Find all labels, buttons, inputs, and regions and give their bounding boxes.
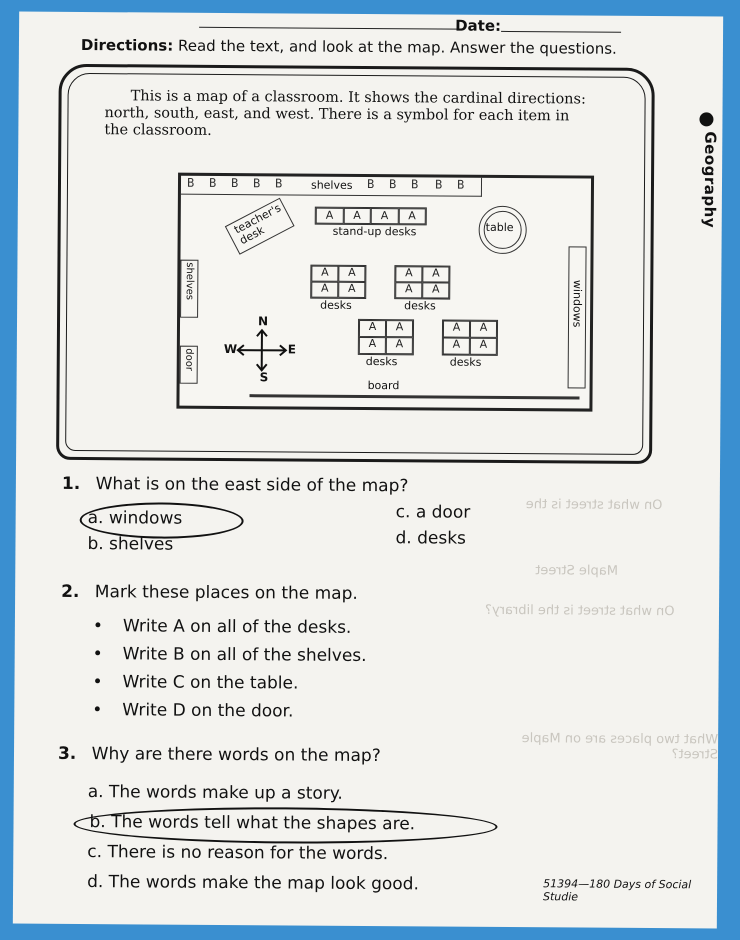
compass-west: W bbox=[223, 341, 238, 357]
compass-arrows-icon bbox=[236, 328, 288, 372]
desk: A bbox=[395, 266, 422, 282]
intro-line-3: the classroom. bbox=[104, 122, 212, 139]
shelf-mark: B bbox=[208, 175, 217, 190]
question-1 bbox=[62, 474, 409, 496]
worksheet-page: Date: Directions: Read the text, and look at the map. Answer the questions. This is a map of a classroom. It shows the cardinal directions: north, south, east, and west. There is a symbol for each item in the classroom. B B B B B shelves B B B B B teacher's desk A A A A stand-up desks table A A A A desks A A A A desks A A A A desks A A A A desks windows shelves door N W E S board Geography On what street is the Maple Street On what street is the library? What two places are on Maple Street? 1. What is on the east side of the map? a. windows b. shelves c. a door d. desks 2. Mark these places on the map. • Write A on all of the desks. • Write B on all of the shelves. • Write C on the table. • Write D on the door. 3. Why are there words on the map? a. The words make up a story. b. The words tell what the shapes are. c. There is no reason for the words. d. The words make the map look good. 51394—180 Days of Social Studie bbox=[13, 12, 723, 929]
q3-option-a[interactable]: a. The words make up a story. bbox=[87, 782, 343, 804]
standup-desk: A bbox=[371, 208, 399, 224]
windows-label: windows bbox=[570, 279, 584, 328]
desk-group bbox=[394, 265, 450, 299]
compass-east: E bbox=[287, 342, 297, 357]
question-text: Why are there words on the map? bbox=[91, 744, 381, 767]
question-3 bbox=[58, 744, 381, 766]
question-number: 3. bbox=[57, 743, 77, 764]
windows bbox=[568, 246, 587, 388]
desk: A bbox=[386, 320, 413, 337]
shelf-mark: B bbox=[274, 176, 283, 191]
shelves-label: shelves bbox=[310, 178, 353, 192]
desk: A bbox=[470, 321, 497, 338]
q3-option-d[interactable]: d. The words make the map look good. bbox=[87, 872, 419, 895]
desk: A bbox=[395, 282, 422, 298]
page-footer: 51394—180 Days of Social Studie bbox=[542, 877, 692, 904]
classroom-map bbox=[176, 173, 594, 412]
teachers-desk bbox=[225, 198, 295, 255]
q3-option-b[interactable]: b. The words tell what the shapes are. bbox=[89, 812, 416, 835]
standup-desks-label: stand-up desks bbox=[332, 224, 417, 239]
desk: A bbox=[338, 266, 365, 282]
teachers-desk-label: teacher's desk bbox=[231, 201, 284, 248]
directions bbox=[81, 36, 701, 58]
q1-option-a[interactable]: a. windows bbox=[87, 508, 183, 529]
intro-line-2: north, south, east, and west. There is a symbol for each item in bbox=[104, 105, 570, 125]
standup-desks bbox=[315, 207, 427, 226]
q1-option-b[interactable]: b. shelves bbox=[87, 534, 174, 555]
q2-item-4: • Write D on the door. bbox=[122, 700, 293, 721]
desk: A bbox=[422, 266, 449, 282]
shelf-mark: B bbox=[410, 177, 419, 192]
desk: A bbox=[359, 337, 386, 354]
board bbox=[250, 394, 580, 399]
standup-desk: A bbox=[398, 208, 426, 224]
desks-label: desks bbox=[449, 355, 482, 369]
desk-group bbox=[310, 265, 366, 299]
q2-item-1: • Write A on all of the desks. bbox=[123, 616, 352, 638]
board-label: board bbox=[367, 378, 400, 393]
desk-group bbox=[358, 319, 414, 355]
q2-item-2: • Write B on all of the shelves. bbox=[123, 644, 367, 666]
desk: A bbox=[422, 282, 449, 298]
side-tab-label: Geography bbox=[700, 131, 720, 229]
name-line bbox=[199, 27, 459, 30]
compass-south: S bbox=[259, 370, 269, 385]
q3-option-c[interactable]: c. There is no reason for the words. bbox=[87, 842, 389, 865]
desk: A bbox=[338, 282, 365, 298]
desk: A bbox=[311, 266, 338, 282]
date-label: Date: bbox=[455, 16, 502, 35]
directions-label: Directions: bbox=[80, 35, 174, 55]
q1-option-c[interactable]: c. a door bbox=[395, 502, 471, 523]
desk: A bbox=[443, 321, 470, 338]
globe-icon bbox=[699, 112, 713, 126]
directions-text: Read the text, and look at the map. Answer the questions. bbox=[177, 36, 617, 58]
question-2 bbox=[61, 582, 358, 604]
desks-label: desks bbox=[365, 354, 398, 369]
date-line bbox=[501, 31, 621, 33]
standup-desk: A bbox=[343, 208, 371, 224]
intro-text bbox=[104, 88, 644, 143]
desk: A bbox=[311, 282, 338, 298]
table-label: table bbox=[485, 220, 514, 235]
shelf-mark: B bbox=[230, 176, 239, 191]
question-text: Mark these places on the map. bbox=[94, 582, 358, 604]
shelf-mark: B bbox=[252, 176, 261, 191]
desks-label: desks bbox=[404, 299, 436, 313]
desk-group bbox=[442, 320, 498, 356]
shelf-mark: B bbox=[456, 177, 465, 192]
left-shelves bbox=[180, 260, 198, 318]
shelf-mark: B bbox=[366, 176, 375, 192]
desk: A bbox=[443, 338, 470, 355]
desks-label: desks bbox=[320, 298, 352, 312]
shelf-mark: B bbox=[186, 175, 195, 190]
left-shelves-label: shelves bbox=[183, 262, 195, 301]
standup-desk: A bbox=[316, 208, 344, 224]
answer-circle bbox=[73, 806, 497, 845]
question-text: What is on the east side of the map? bbox=[95, 474, 409, 497]
desk: A bbox=[359, 320, 386, 337]
desk: A bbox=[386, 337, 413, 354]
shelf-mark: B bbox=[388, 177, 397, 192]
side-tab bbox=[695, 112, 720, 272]
door-label: door bbox=[183, 348, 195, 371]
q1-option-d[interactable]: d. desks bbox=[395, 528, 467, 549]
compass-north: N bbox=[257, 314, 269, 329]
top-shelves bbox=[181, 176, 482, 197]
door bbox=[180, 346, 198, 384]
question-number: 2. bbox=[61, 581, 80, 602]
intro-line-1: This is a map of a classroom. It shows the cardinal directions: bbox=[130, 88, 586, 108]
desk: A bbox=[470, 338, 497, 355]
q2-item-3: • Write C on the table. bbox=[122, 672, 298, 693]
shelf-mark: B bbox=[434, 177, 443, 192]
question-number: 1. bbox=[61, 473, 81, 494]
table bbox=[479, 206, 527, 254]
